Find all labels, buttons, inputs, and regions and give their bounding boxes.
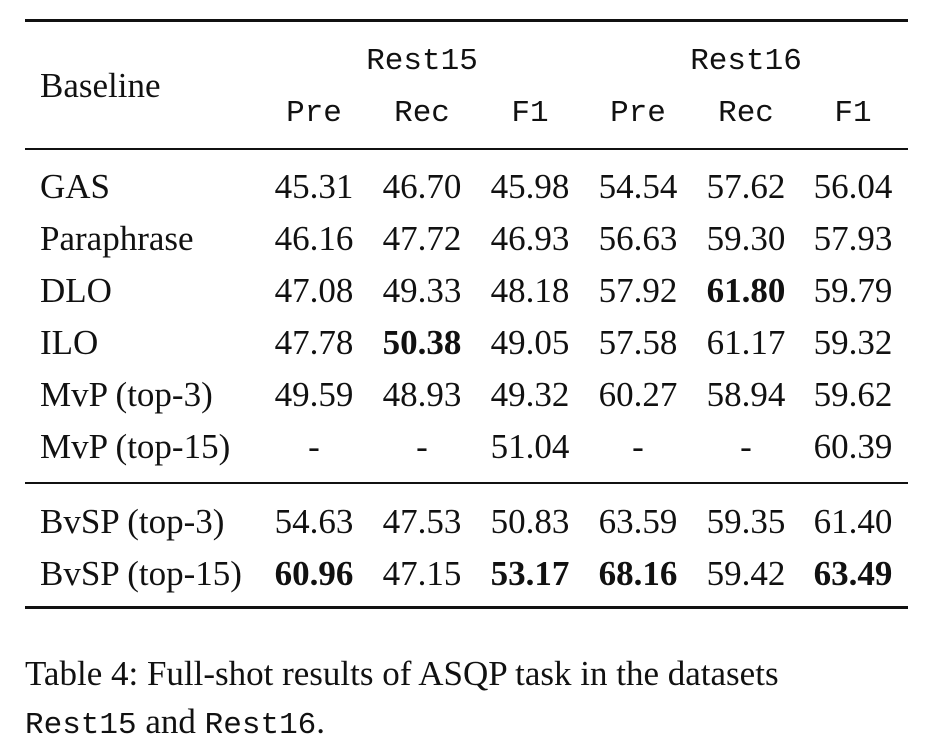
- table-cell: 47.72: [382, 219, 462, 258]
- table-cell: 49.05: [490, 323, 570, 362]
- group-rule: [25, 482, 908, 484]
- row-label: GAS: [40, 167, 111, 206]
- top-rule: [25, 19, 908, 22]
- metric-header: F1: [511, 96, 549, 131]
- table-cell: 57.62: [706, 167, 786, 206]
- table-cell: -: [740, 427, 752, 466]
- row-label: DLO: [40, 271, 112, 310]
- table-cell: 54.54: [598, 167, 678, 206]
- row-label: MvP (top-3): [40, 375, 213, 414]
- table-cell: 47.78: [274, 323, 354, 362]
- table-cell: 49.32: [490, 375, 570, 414]
- table-cell: 45.31: [274, 167, 354, 206]
- table-cell: 50.83: [490, 502, 570, 541]
- table-cell: 46.70: [382, 167, 462, 206]
- metric-header: Pre: [286, 96, 342, 131]
- table-cell: 45.98: [490, 167, 570, 206]
- table-cell: 59.35: [706, 502, 786, 541]
- table-cell: -: [632, 427, 644, 466]
- table-cell: 57.93: [813, 219, 893, 258]
- caption-dataset-b: Rest16: [204, 708, 317, 743]
- table-cell: 51.04: [490, 427, 570, 466]
- header-rule: [25, 148, 908, 150]
- table-cell: 48.93: [382, 375, 462, 414]
- baseline-header: Baseline: [40, 66, 161, 105]
- row-label: BvSP (top-15): [40, 554, 242, 593]
- caption-dataset-a: Rest15: [25, 708, 137, 743]
- table-cell: 61.80: [706, 271, 786, 310]
- caption-text: Full-shot results of ASQP task in the datasets: [146, 654, 779, 693]
- metric-header: Pre: [610, 96, 666, 131]
- table-cell: 68.16: [598, 554, 678, 593]
- table-cell: 60.96: [274, 554, 354, 593]
- table-cell: 47.53: [382, 502, 462, 541]
- table-cell: 57.92: [598, 271, 678, 310]
- table-cell: 59.30: [706, 219, 786, 258]
- table-cell: 57.58: [598, 323, 678, 362]
- table-cell: 50.38: [382, 323, 462, 362]
- table-cell: 63.49: [813, 554, 893, 593]
- table-cell: 53.17: [490, 554, 570, 593]
- table-cell: 61.17: [706, 323, 786, 362]
- caption-end: .: [316, 702, 326, 741]
- table-cell: 49.59: [274, 375, 354, 414]
- caption-joiner: and: [145, 702, 196, 741]
- table-cell: 47.15: [382, 554, 462, 593]
- table-cell: 59.32: [813, 323, 893, 362]
- table-cell: 59.42: [706, 554, 786, 593]
- table-cell: 49.33: [382, 271, 462, 310]
- table-caption: [25, 650, 925, 750]
- table-cell: 56.04: [813, 167, 893, 206]
- table-cell: 54.63: [274, 502, 354, 541]
- table-cell: 63.59: [598, 502, 678, 541]
- table-cell: 58.94: [706, 375, 786, 414]
- row-label: BvSP (top-3): [40, 502, 225, 541]
- group-header-rest16: Rest16: [690, 44, 802, 79]
- table-cell: 59.62: [813, 375, 893, 414]
- table-cell: 60.39: [813, 427, 893, 466]
- table-cell: 60.27: [598, 375, 678, 414]
- metric-header: Rec: [718, 96, 774, 131]
- table-cell: -: [416, 427, 428, 466]
- table-cell: -: [308, 427, 320, 466]
- caption-label: Table 4:: [25, 654, 139, 693]
- group-header-rest15: Rest15: [366, 44, 478, 79]
- metric-header: F1: [834, 96, 872, 131]
- row-label: Paraphrase: [40, 219, 194, 258]
- row-label: MvP (top-15): [40, 427, 231, 466]
- table-cell: 47.08: [274, 271, 354, 310]
- row-label: ILO: [40, 323, 99, 362]
- table-cell: 46.93: [490, 219, 570, 258]
- metric-header: Rec: [394, 96, 450, 131]
- table-cell: 48.18: [490, 271, 570, 310]
- bottom-rule: [25, 606, 908, 609]
- table-cell: 59.79: [813, 271, 893, 310]
- table-cell: 61.40: [813, 502, 893, 541]
- table-cell: 46.16: [274, 219, 354, 258]
- table-cell: 56.63: [598, 219, 678, 258]
